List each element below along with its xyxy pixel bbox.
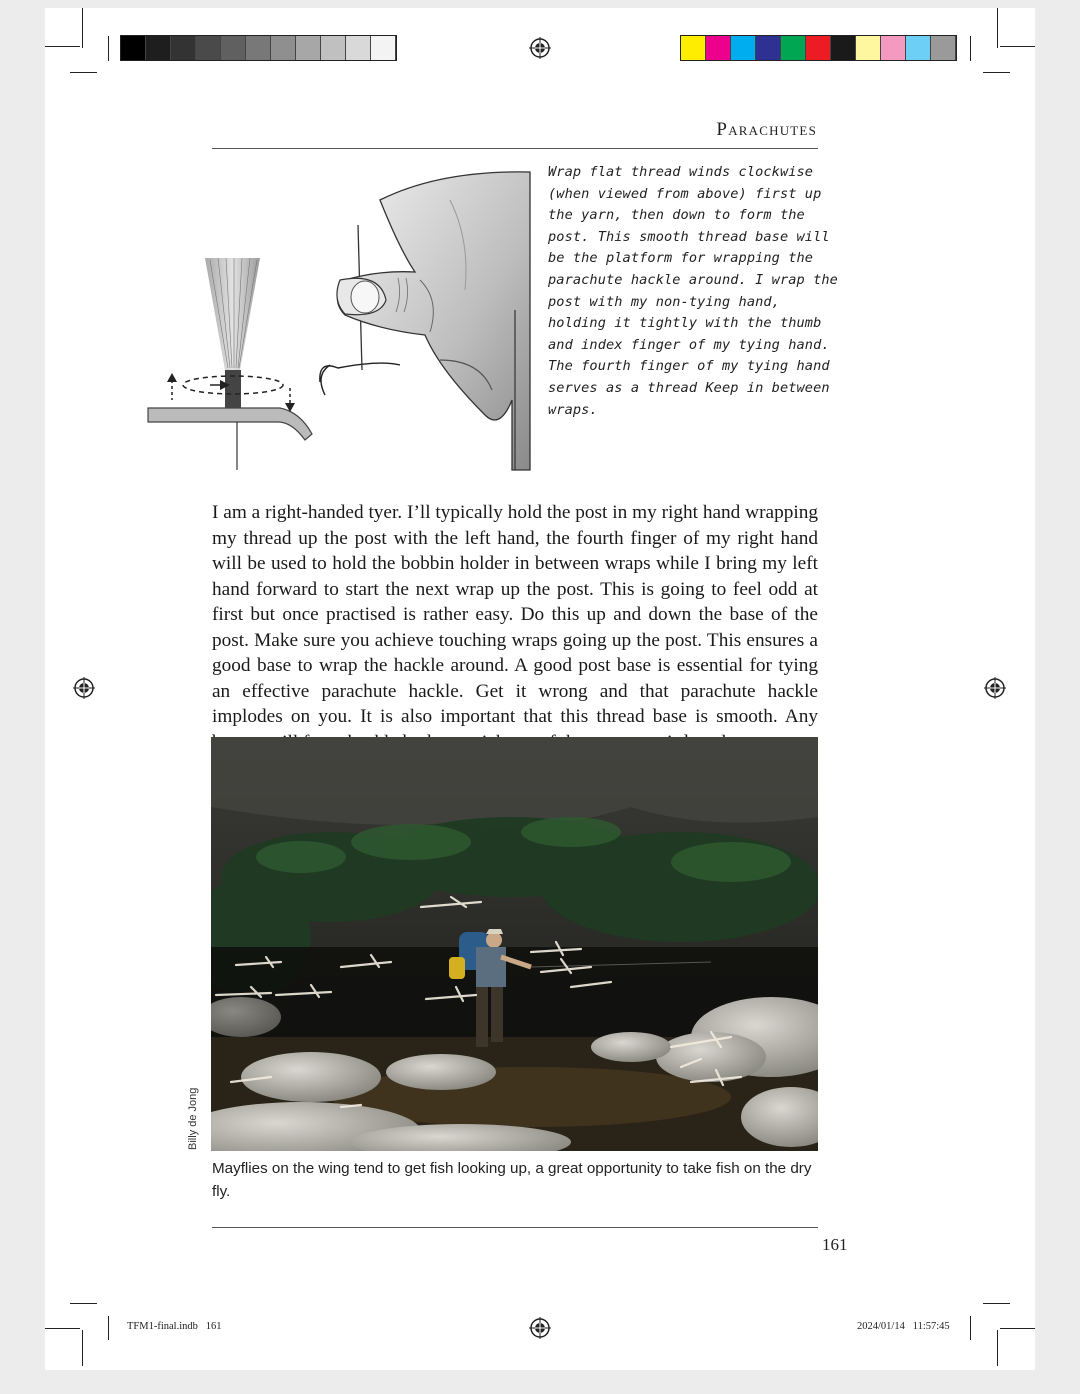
gray-swatch xyxy=(146,36,171,60)
color-swatch xyxy=(831,36,856,60)
color-swatch xyxy=(706,36,731,60)
gray-swatch xyxy=(171,36,196,60)
registration-mark-icon xyxy=(529,37,551,59)
slug-file-name: TFM1-final.indb 161 xyxy=(127,1321,222,1332)
crop-mark xyxy=(983,72,1010,73)
photo-caption: Mayflies on the wing tend to get fish looking up, a great opportunity to take fish on the dry fly. xyxy=(212,1160,812,1200)
gray-swatch xyxy=(246,36,271,60)
crop-mark xyxy=(983,1303,1010,1304)
registration-mark-icon xyxy=(529,1317,551,1339)
color-swatch xyxy=(756,36,781,60)
color-swatch xyxy=(681,36,706,60)
gray-swatch xyxy=(271,36,296,60)
gray-swatch xyxy=(221,36,246,60)
crop-mark xyxy=(970,1316,971,1340)
mayfly-river-photo xyxy=(211,737,818,1151)
crop-mark xyxy=(970,36,971,61)
yarn-post xyxy=(205,258,260,410)
slug-timestamp: 2024/01/14 11:57:45 xyxy=(857,1321,950,1332)
header-rule xyxy=(212,148,818,149)
gray-swatch xyxy=(196,36,221,60)
gray-swatch xyxy=(371,36,396,60)
crop-mark xyxy=(82,1330,83,1366)
photo-credit: Billy de Jong xyxy=(187,1087,199,1150)
gray-swatch xyxy=(321,36,346,60)
crop-mark xyxy=(997,8,998,48)
illustration-caption: Wrap flat thread winds clockwise (when viewed from above) first up the yarn, then down to form the post. This smooth thread base will be the platform for wrapping the parachute hackle around. I wrap the post with my non-tying hand, holding it tightly with the thumb and index finger of my tying hand. The fourth finger of my tying hand serves as a thread Keep in between wraps. xyxy=(548,164,838,418)
crop-mark xyxy=(45,1328,80,1329)
color-swatch xyxy=(731,36,756,60)
crop-mark xyxy=(997,1330,998,1366)
crop-mark xyxy=(1000,46,1035,47)
body-paragraph: I am a right-handed tyer. I’ll typically hold the post in my right hand wrapping my thread up the post with the left hand, the fourth finger of my right hand will be used to hold the bobbin holder in between wraps while I bring my left hand forward to start the next wrap up the post. This is going to feel odd at first but once practised is rather easy. Do this up and down the base of the post. Make sure you achieve touching wraps going up the post. This ensures a good base to wrap the hackle around. A good post base is essential for tying an effective parachute hackle. Get it wrong and that parachute hackle implodes on you. It is also important that this thread base is smooth. Any xyxy=(212,502,818,727)
tying-hand xyxy=(337,172,530,470)
hook-shank xyxy=(148,408,312,440)
color-swatch xyxy=(881,36,906,60)
footer-rule xyxy=(212,1227,818,1228)
grayscale-calibration-bar xyxy=(120,35,397,61)
color-calibration-bar xyxy=(680,35,957,61)
gray-swatch xyxy=(296,36,321,60)
page-number: 161 xyxy=(822,1235,848,1254)
color-swatch xyxy=(931,36,956,60)
registration-mark-icon xyxy=(984,677,1006,699)
gray-swatch xyxy=(121,36,146,60)
registration-mark-icon xyxy=(73,677,95,699)
crop-mark xyxy=(70,72,97,73)
crop-mark xyxy=(108,1316,109,1340)
color-swatch xyxy=(806,36,831,60)
crop-mark xyxy=(45,46,80,47)
running-header: Parachutes xyxy=(716,119,817,140)
color-swatch xyxy=(906,36,931,60)
gray-swatch xyxy=(346,36,371,60)
crop-mark xyxy=(70,1303,97,1304)
crop-mark xyxy=(1000,1328,1035,1329)
fly-tying-illustration xyxy=(140,160,545,475)
color-swatch xyxy=(781,36,806,60)
color-swatch xyxy=(856,36,881,60)
crop-mark xyxy=(82,8,83,48)
crop-mark xyxy=(108,36,109,61)
